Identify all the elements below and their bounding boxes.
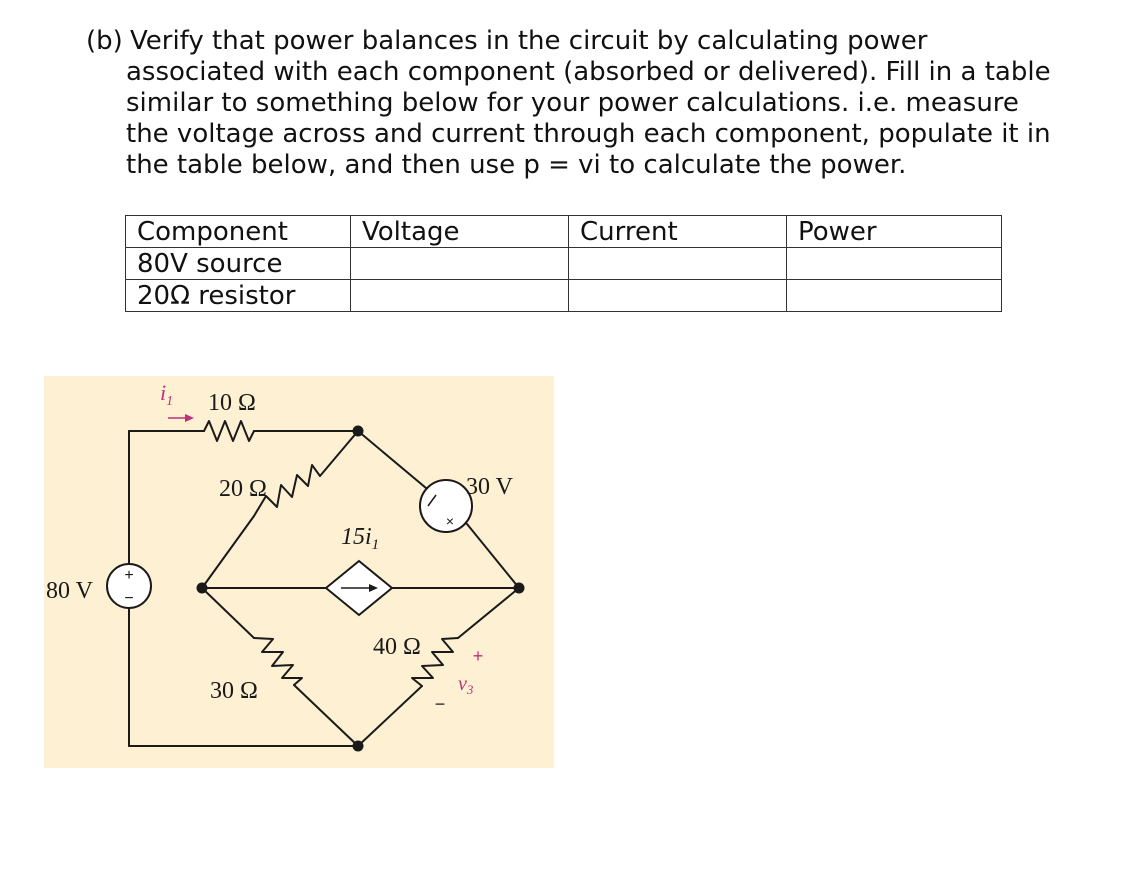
current-label: $i_1$ [160, 380, 174, 409]
problem-label: (b) [86, 26, 123, 56]
power-table [125, 215, 1002, 312]
v3-label: $v_3$ [458, 673, 474, 697]
source-x-mark: × [445, 513, 455, 529]
node-top [353, 426, 364, 437]
problem-line: associated with each component (absorbed or delivered). Fill in a table [126, 57, 1051, 87]
cell-current[interactable] [569, 280, 787, 312]
r3-label: 30 Ω [210, 678, 258, 704]
cell-component: 80V source [126, 248, 351, 280]
r1-label: 10 Ω [208, 390, 256, 416]
problem-line: the voltage across and current through each component, populate it in [126, 119, 1051, 149]
table-header-row [126, 216, 1002, 248]
source-minus-sign: − [124, 590, 134, 607]
cell-component: 20Ω resistor [126, 280, 351, 312]
problem-line: similar to something below for your power calculations. i.e. measure [126, 88, 1019, 118]
vsource-label: 30 V [466, 474, 513, 500]
v3-plus-sign: + [472, 646, 484, 666]
source-plus-sign: + [124, 567, 134, 584]
dep-source-label: $15i_1$ [341, 524, 380, 553]
cell-current[interactable] [569, 248, 787, 280]
header-component: Component [126, 216, 351, 248]
cell-voltage[interactable] [351, 280, 569, 312]
node-right [514, 583, 525, 594]
cell-power[interactable] [787, 248, 1002, 280]
node-bottom [353, 741, 364, 752]
circuit-diagram [44, 376, 554, 768]
problem-line: the table below, and then use p = vi to calculate the power. [126, 150, 907, 180]
node-left [197, 583, 208, 594]
source-label: 80 V [46, 578, 93, 604]
table-row [126, 280, 1002, 312]
r2-label: 20 Ω [219, 476, 267, 502]
cell-voltage[interactable] [351, 248, 569, 280]
table-row [126, 248, 1002, 280]
v3-minus-sign: − [434, 694, 446, 714]
r4-label: 40 Ω [373, 634, 421, 660]
header-power: Power [787, 216, 1002, 248]
cell-power[interactable] [787, 280, 1002, 312]
problem-statement [86, 26, 1106, 181]
header-voltage: Voltage [351, 216, 569, 248]
header-current: Current [569, 216, 787, 248]
problem-line: Verify that power balances in the circuit by calculating power [130, 26, 928, 56]
